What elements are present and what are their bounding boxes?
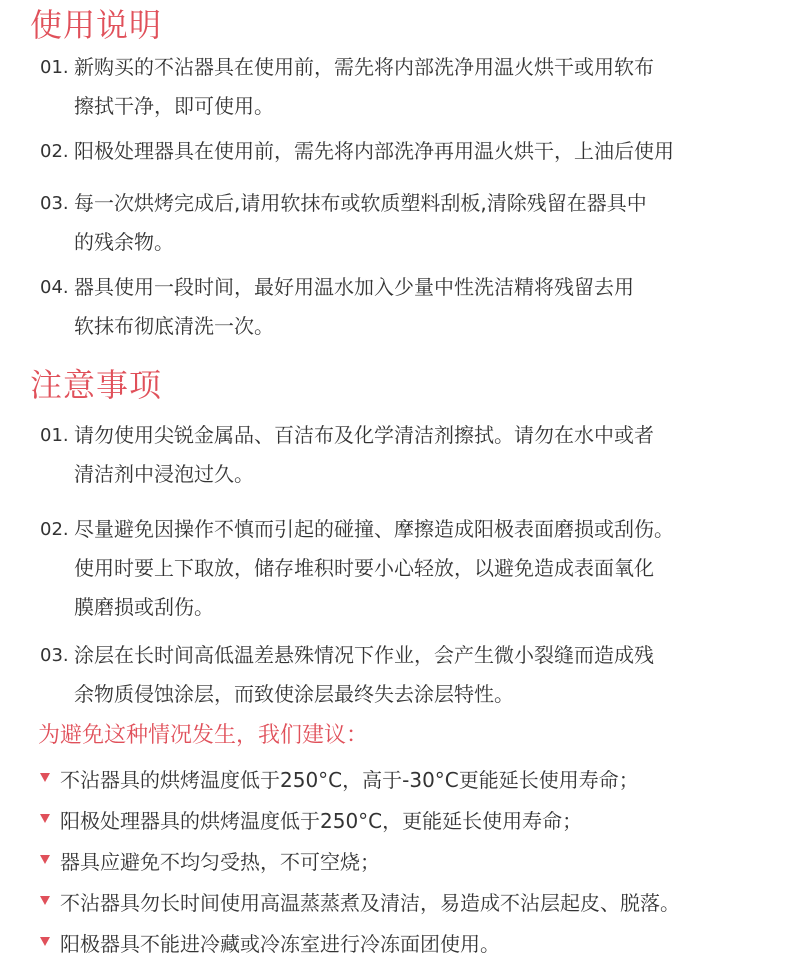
advice-item-text: 器具应避免不均匀受热，不可空烧； xyxy=(60,850,380,874)
advice-item xyxy=(38,842,680,883)
item-number: 03. xyxy=(40,193,69,214)
advice-item-text: 不沾器具勿长时间使用高温蒸蒸煮及清洁，易造成不沾层起皮、脱落。 xyxy=(60,891,680,915)
advice-item-text: 阳极处理器具的烘烤温度低于250°C，更能延长使用寿命； xyxy=(60,809,583,833)
notes-list xyxy=(40,416,780,716)
item-line: 阳极处理器具在使用前，需先将内部洗净再用温火烘干，上油后使用 xyxy=(74,139,674,163)
triangle-down-icon xyxy=(40,814,50,823)
triangle-down-icon xyxy=(40,896,50,905)
item-line: 清洁剂中浸泡过久。 xyxy=(74,462,254,486)
triangle-down-icon xyxy=(40,855,50,864)
item-number: 02. xyxy=(40,141,69,162)
advice-title: 为避免这种情况发生，我们建议： xyxy=(38,723,369,748)
advice-item xyxy=(38,801,680,842)
item-line: 器具使用一段时间，最好用温水加入少量中性洗洁精将残留去用 xyxy=(74,275,634,299)
item-line: 使用时要上下取放，储存堆积时要小心轻放，以避免造成表面氧化 xyxy=(74,556,654,580)
notes-item-1 xyxy=(40,416,780,510)
advice-item-text: 不沾器具的烘烤温度低于250°C，高于-30°C更能延长使用寿命； xyxy=(60,768,639,792)
advice-item xyxy=(38,924,680,965)
notes-item-2 xyxy=(40,510,780,636)
advice-item xyxy=(38,760,680,801)
usage-item-1 xyxy=(40,48,780,132)
item-line: 涂层在长时间高低温差悬殊情况下作业，会产生微小裂缝而造成残 xyxy=(74,643,654,667)
item-line: 每一次烘烤完成后,请用软抹布或软质塑料刮板,清除残留在器具中 xyxy=(74,191,647,215)
item-line: 膜磨损或刮伤。 xyxy=(74,595,214,619)
usage-item-3 xyxy=(40,184,780,268)
item-number: 01. xyxy=(40,57,69,78)
item-line: 擦拭干净，即可使用。 xyxy=(74,94,274,118)
notes-title: 注意事项 xyxy=(30,366,163,404)
item-number: 03. xyxy=(40,645,69,666)
item-line: 的残余物。 xyxy=(74,230,174,254)
advice-item xyxy=(38,883,680,924)
advice-item-text: 阳极器具不能进冷藏或冷冻室进行冷冻面团使用。 xyxy=(60,932,500,956)
triangle-down-icon xyxy=(40,937,50,946)
item-number: 02. xyxy=(40,519,69,540)
triangle-down-icon xyxy=(40,773,50,782)
notes-item-3 xyxy=(40,636,780,716)
item-line: 尽量避免因操作不慎而引起的碰撞、摩擦造成阳极表面磨损或刮伤。 xyxy=(74,517,674,541)
usage-title: 使用说明 xyxy=(30,6,163,44)
item-number: 04. xyxy=(40,277,69,298)
usage-list xyxy=(40,48,780,352)
usage-item-2 xyxy=(40,132,780,184)
item-line: 软抹布彻底清洗一次。 xyxy=(74,314,274,338)
item-line: 请勿使用尖锐金属品、百洁布及化学清洁剂擦拭。请勿在水中或者 xyxy=(74,423,654,447)
item-number: 01. xyxy=(40,425,69,446)
usage-item-4 xyxy=(40,268,780,352)
item-line: 新购买的不沾器具在使用前，需先将内部洗净用温火烘干或用软布 xyxy=(74,55,654,79)
advice-list xyxy=(38,760,680,965)
item-line: 余物质侵蚀涂层，而致使涂层最终失去涂层特性。 xyxy=(74,682,514,706)
